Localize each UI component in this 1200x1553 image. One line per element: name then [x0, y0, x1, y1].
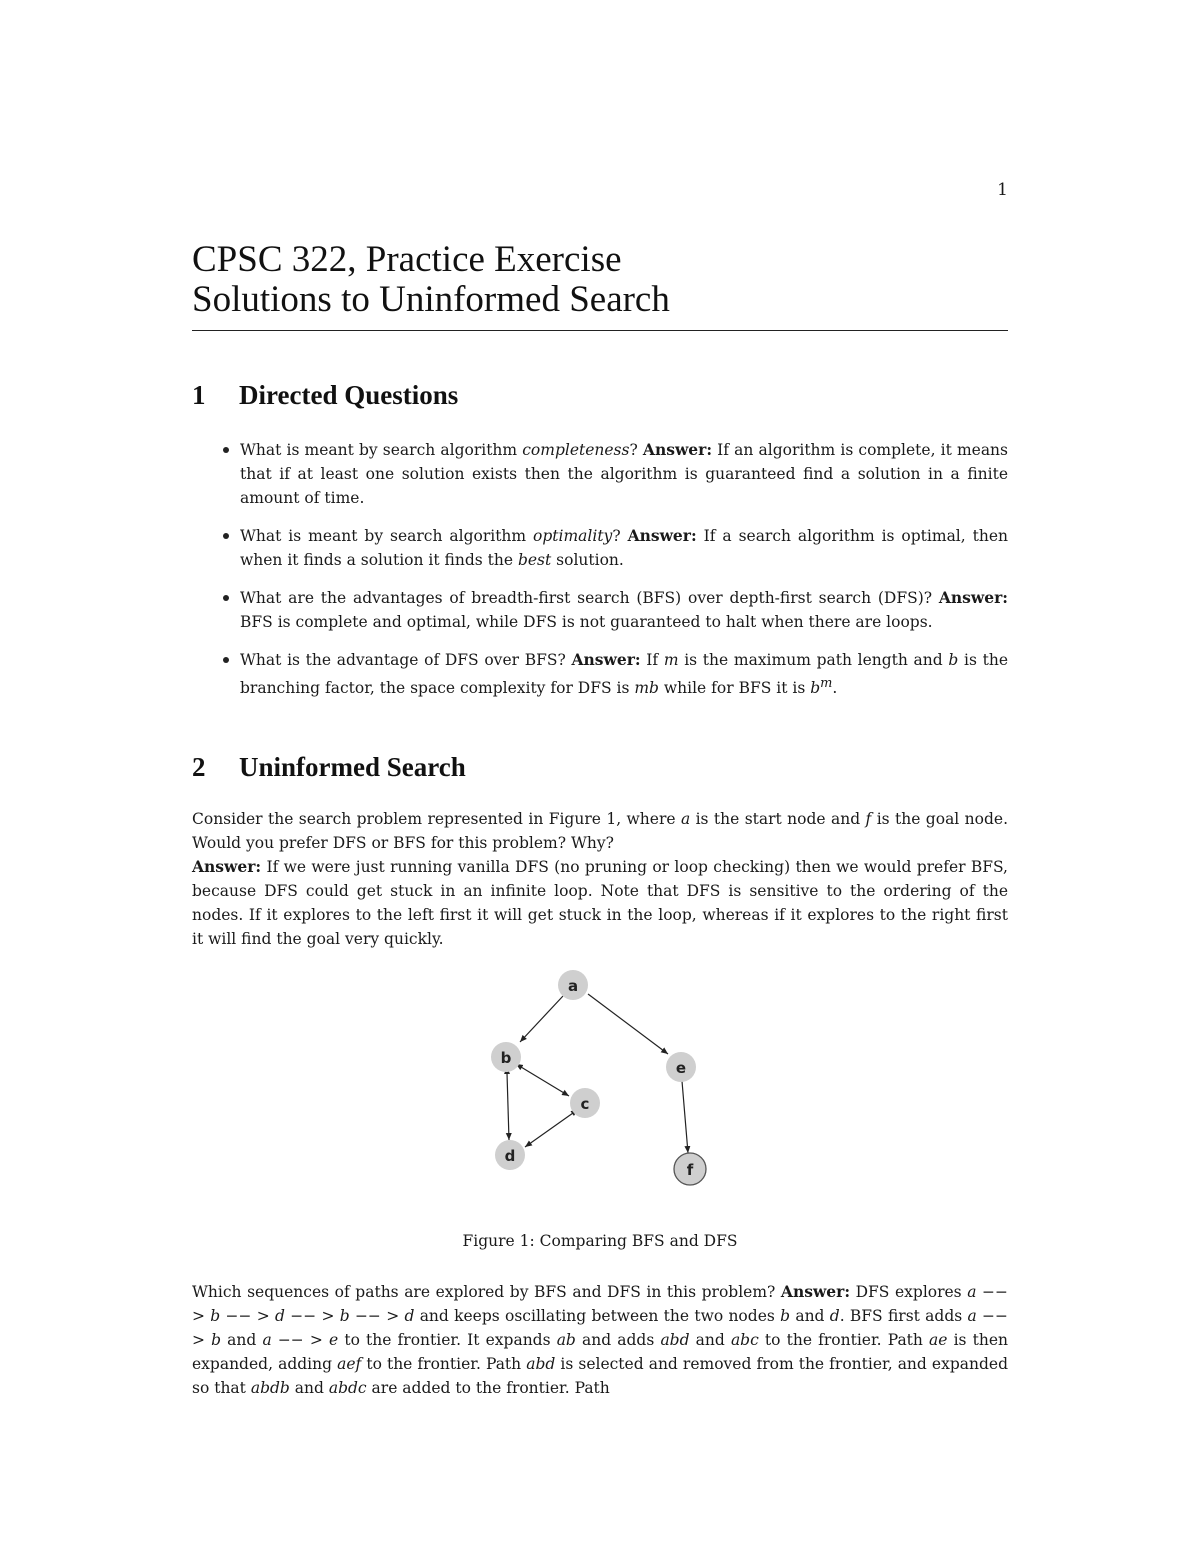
math-var: b	[780, 1307, 791, 1325]
question-text: ?	[612, 527, 628, 545]
math-path: abd	[660, 1331, 690, 1349]
node-label: d	[504, 1147, 516, 1165]
edge-b-c	[521, 1067, 569, 1096]
body-text: to the frontier. Path	[758, 1331, 930, 1349]
body-text: DFS explores	[850, 1283, 968, 1301]
edge-c-d	[525, 1113, 573, 1147]
answer-text: If	[640, 651, 664, 669]
figure-caption: Figure 1: Comparing BFS and DFS	[462, 1232, 738, 1250]
list-item	[218, 586, 1008, 634]
math-var: mb	[634, 679, 659, 698]
node-label: f	[686, 1161, 694, 1179]
math-exponent: m	[820, 676, 833, 691]
list-item	[218, 438, 1008, 510]
answer-text: is the branching factor, the space complexity for DFS is	[240, 651, 1008, 698]
answer-label: Answer:	[780, 1282, 851, 1301]
body-text: and adds	[575, 1331, 661, 1349]
body-text: is then expanded, adding	[192, 1331, 1008, 1373]
bullet-icon	[223, 595, 229, 601]
math-path: abc	[730, 1331, 759, 1349]
section-2-number: 2	[192, 752, 206, 782]
answer-label: Answer:	[642, 440, 713, 459]
math-var: d	[829, 1307, 840, 1325]
bullet-icon	[223, 447, 229, 453]
list-item	[218, 524, 1008, 572]
body-text: and	[790, 1307, 830, 1325]
answer-text: solution.	[551, 551, 624, 569]
answer-text: while for BFS it is	[658, 679, 811, 698]
edge-e-f	[682, 1081, 688, 1153]
title-line-1: CPSC 322, Practice Exercise	[192, 239, 622, 280]
math-var: f	[865, 810, 872, 828]
body-text: is the goal node. Would you prefer DFS or BFS for this problem? Why?	[192, 810, 1009, 852]
math-path: ab	[556, 1331, 576, 1349]
search-graph-figure	[470, 965, 730, 1195]
question-term: completeness	[522, 441, 630, 459]
node-b	[491, 1042, 521, 1072]
math-path: a −− > b	[192, 1307, 1008, 1349]
node-a	[558, 970, 588, 1000]
node-f-goal	[674, 1153, 706, 1185]
math-path: abdb	[250, 1379, 290, 1397]
bullet-icon	[223, 533, 229, 539]
question-text: What is meant by search algorithm	[240, 527, 534, 545]
answer-label: Answer:	[571, 650, 641, 669]
section-2-intro	[192, 807, 1008, 951]
node-d	[495, 1140, 525, 1170]
section-2-title: Uninformed Search	[239, 752, 466, 782]
edge-b-d	[507, 1073, 509, 1140]
body-text: are added to the frontier. Path	[366, 1379, 610, 1397]
question-term: optimality	[533, 527, 613, 545]
question-text: ?	[629, 441, 643, 459]
list-item	[218, 648, 1008, 700]
body-text: to the frontier. It expands	[338, 1331, 557, 1349]
question-text: What are the advantages of breadth-first search (BFS) over depth-first search (DFS)?	[240, 589, 939, 607]
answer-text: .	[832, 679, 838, 698]
math-var: m	[663, 651, 679, 669]
body-text: Consider the search problem represented in Figure 1, where	[192, 810, 681, 828]
node-label: a	[567, 977, 579, 995]
node-c	[570, 1088, 600, 1118]
document-title	[192, 240, 1008, 320]
body-text: Which sequences of paths are explored by BFS and DFS in this problem?	[192, 1283, 781, 1301]
body-text: to the frontier. Path	[361, 1355, 527, 1373]
question-text: What is the advantage of DFS over BFS?	[240, 651, 572, 669]
math-path: aef	[337, 1355, 362, 1373]
answer-text: If a search algorithm is optimal, then when it finds a solution it finds the	[240, 527, 1008, 569]
math-path: abdc	[328, 1379, 367, 1397]
answer-text: If we were just running vanilla DFS (no pruning or loop checking) then we would prefer BFS, because DFS could get stuck in an infinite loop. Note that DFS is sensitive to the ordering of the nodes. If it explores to the left first it will get stuck in the loop, whereas if it explores to the right first it will find the goal very quickly.	[192, 858, 1008, 948]
answer-term: best	[517, 551, 552, 569]
body-text: is selected and removed from the frontier, and expanded so that	[192, 1355, 1008, 1397]
math-path: ae	[929, 1331, 948, 1349]
node-label: e	[675, 1059, 687, 1077]
body-text: is the start node and	[690, 810, 866, 828]
math-var: b	[810, 679, 821, 698]
answer-text: BFS is complete and optimal, while DFS is not guaranteed to halt when there are loops.	[240, 613, 933, 631]
page-number: 1	[997, 180, 1008, 200]
body-text: and	[289, 1379, 329, 1397]
node-e	[666, 1052, 696, 1082]
body-text: and	[689, 1331, 731, 1349]
answer-label: Answer:	[627, 526, 697, 545]
bfs-dfs-sequence-paragraph	[192, 1280, 1008, 1400]
section-1-heading	[192, 380, 458, 411]
body-text: and	[221, 1331, 263, 1349]
answer-text: is the maximum path length and	[678, 651, 949, 669]
title-rule	[192, 330, 1008, 331]
math-path: a −− > e	[262, 1331, 339, 1349]
question-text: What is meant by search algorithm	[240, 441, 523, 459]
edge-a-e	[588, 994, 668, 1054]
body-text: . BFS first adds	[839, 1307, 968, 1325]
answer-label: Answer:	[192, 857, 262, 876]
directed-questions-list	[218, 438, 1008, 714]
bullet-icon	[223, 657, 229, 663]
math-path: a −− > b −− > d −− > b −− > d	[192, 1283, 1009, 1325]
edge-a-b	[520, 996, 563, 1042]
body-text: and keeps oscillating between the two nodes	[414, 1307, 781, 1325]
answer-label: Answer:	[938, 588, 1008, 607]
math-var: a	[680, 810, 691, 828]
node-label: b	[500, 1049, 512, 1067]
node-label: c	[580, 1095, 590, 1113]
section-2-heading	[192, 752, 466, 783]
answer-text: If an algorithm is complete, it means that if at least one solution exists then the algorithm is guaranteed find a solution in a finite amount of time.	[240, 441, 1008, 507]
title-line-2: Solutions to Uninformed Search	[192, 279, 670, 320]
math-var: b	[948, 651, 959, 669]
section-1-title: Directed Questions	[239, 380, 459, 410]
math-path: abd	[526, 1355, 556, 1373]
section-1-number: 1	[192, 380, 206, 410]
